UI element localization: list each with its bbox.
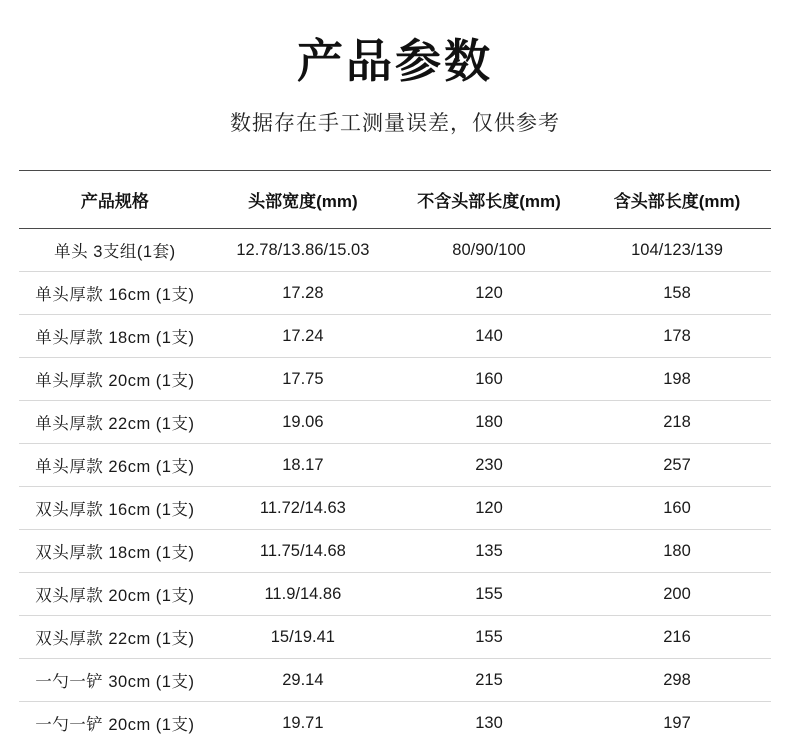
cell-length-incl-head: 198 bbox=[583, 358, 771, 401]
cell-spec: 单头厚款 20cm (1支) bbox=[19, 358, 211, 401]
cell-head-width: 19.71 bbox=[282, 713, 324, 732]
cell-head-width: 12.78/13.86/15.03 bbox=[211, 229, 395, 272]
cell-length-excl-head: 160 bbox=[395, 358, 583, 401]
cell-head-width: 29.14 bbox=[211, 659, 395, 702]
cell-length-excl-head: 155 bbox=[395, 573, 583, 616]
cell-spec: 单头厚款 18cm (1支) bbox=[19, 315, 211, 358]
page-title: 产品参数 bbox=[297, 35, 493, 87]
table-body bbox=[19, 229, 771, 744]
table-row bbox=[19, 659, 771, 702]
column-header-length-excl-head: 不含头部长度(mm) bbox=[395, 171, 583, 229]
cell-length-incl-head: 104/123/139 bbox=[583, 229, 771, 272]
column-header-head-width: 头部宽度(mm) bbox=[211, 171, 395, 229]
cell-length-excl-head: 80/90/100 bbox=[395, 229, 583, 272]
table-row bbox=[19, 401, 771, 444]
cell-head-width: 11.72/14.63 bbox=[211, 487, 395, 530]
cell-head-width: 17.28 bbox=[211, 272, 395, 315]
column-header-length-incl-head: 含头部长度(mm) bbox=[583, 171, 771, 229]
cell-length-incl-head: 160 bbox=[583, 487, 771, 530]
page-subtitle: 数据存在手工测量误差，仅供参考 bbox=[230, 112, 560, 136]
cell-head-width: 19.06 bbox=[211, 401, 395, 444]
cell-length-incl-head: 178 bbox=[583, 315, 771, 358]
table-header-row bbox=[19, 171, 771, 229]
cell-head-width: 11.9/14.86 bbox=[211, 573, 395, 616]
cell-length-incl-head: 180 bbox=[583, 530, 771, 573]
table-row bbox=[19, 272, 771, 315]
parameters-table bbox=[19, 170, 771, 744]
cell-spec: 单头厚款 16cm (1支) bbox=[19, 272, 211, 315]
cell-spec: 双头厚款 22cm (1支) bbox=[19, 616, 211, 659]
cell-length-incl-head: 298 bbox=[583, 659, 771, 702]
cell-spec: 单头厚款 26cm (1支) bbox=[19, 444, 211, 487]
table-row bbox=[19, 616, 771, 659]
cell-length-excl-head: 135 bbox=[395, 530, 583, 573]
cell-length-incl-head: 197 bbox=[663, 713, 691, 732]
cell-spec: 双头厚款 18cm (1支) bbox=[19, 530, 211, 573]
cell-length-incl-head: 257 bbox=[583, 444, 771, 487]
cell-head-width: 17.24 bbox=[211, 315, 395, 358]
cell-spec: 一勺一铲 20cm (1支) bbox=[35, 716, 195, 735]
cell-spec: 双头厚款 16cm (1支) bbox=[19, 487, 211, 530]
cell-length-excl-head: 130 bbox=[475, 713, 503, 732]
cell-length-excl-head: 155 bbox=[395, 616, 583, 659]
cell-length-incl-head: 200 bbox=[583, 573, 771, 616]
cell-head-width: 15/19.41 bbox=[211, 616, 395, 659]
table-row bbox=[19, 315, 771, 358]
table-row bbox=[19, 358, 771, 401]
cell-length-excl-head: 120 bbox=[395, 272, 583, 315]
cell-length-incl-head: 218 bbox=[583, 401, 771, 444]
cell-head-width: 18.17 bbox=[211, 444, 395, 487]
cell-length-excl-head: 140 bbox=[395, 315, 583, 358]
cell-length-incl-head: 216 bbox=[583, 616, 771, 659]
cell-length-excl-head: 215 bbox=[395, 659, 583, 702]
table-row bbox=[19, 487, 771, 530]
cell-length-excl-head: 120 bbox=[395, 487, 583, 530]
cell-spec: 单头 3支组(1套) bbox=[19, 229, 211, 272]
cell-head-width: 17.75 bbox=[211, 358, 395, 401]
table-row bbox=[19, 530, 771, 573]
parameters-table-wrapper bbox=[19, 170, 771, 744]
cell-length-excl-head: 230 bbox=[395, 444, 583, 487]
column-header-spec: 产品规格 bbox=[19, 171, 211, 229]
table-row bbox=[19, 444, 771, 487]
cell-length-excl-head: 180 bbox=[395, 401, 583, 444]
cell-spec: 一勺一铲 30cm (1支) bbox=[19, 659, 211, 702]
cell-head-width: 11.75/14.68 bbox=[211, 530, 395, 573]
cell-spec: 双头厚款 20cm (1支) bbox=[19, 573, 211, 616]
table-row bbox=[19, 573, 771, 616]
cell-spec: 单头厚款 22cm (1支) bbox=[19, 401, 211, 444]
table-row bbox=[19, 702, 771, 744]
table-row bbox=[19, 229, 771, 272]
cell-length-incl-head: 158 bbox=[583, 272, 771, 315]
table-header bbox=[19, 171, 771, 229]
